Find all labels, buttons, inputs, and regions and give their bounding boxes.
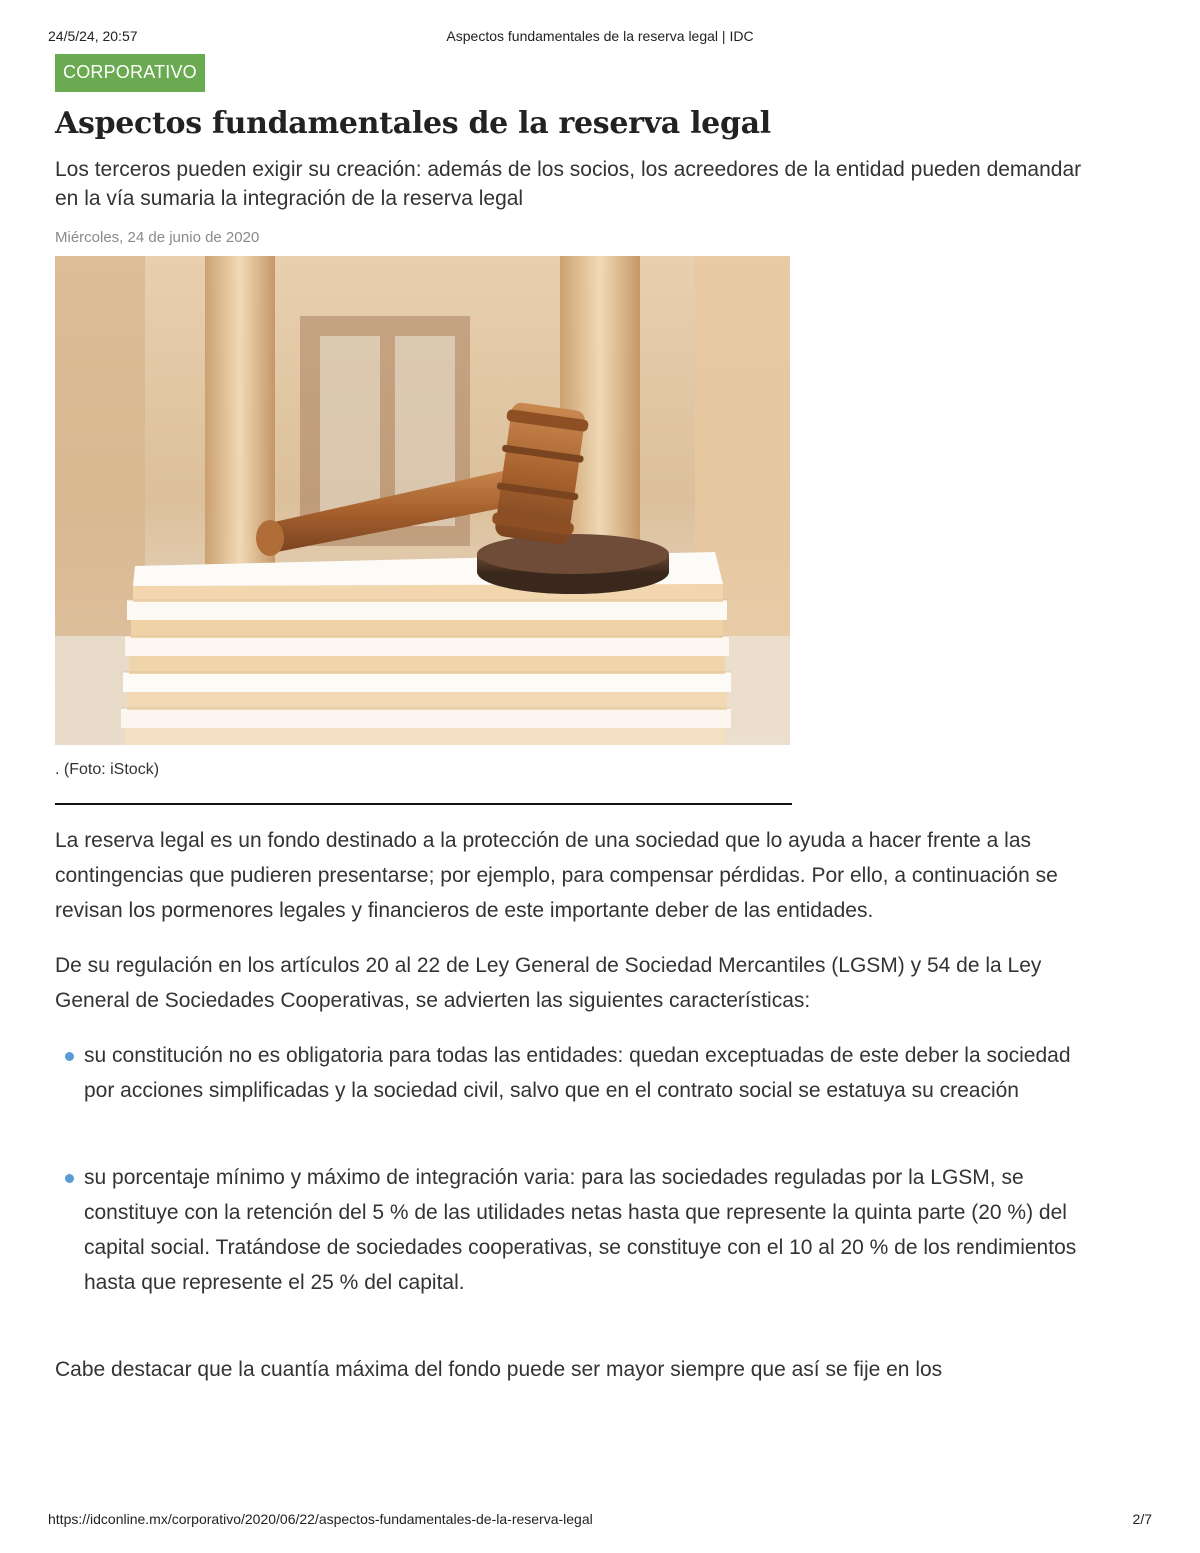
paragraph-fragment: Cabe destacar que la cuantía máxima del fondo puede ser mayor siempre que así se fije en los — [55, 1358, 943, 1381]
photo-caption: . (Foto: iStock) — [55, 761, 160, 778]
bullet-dot-icon — [65, 1052, 74, 1061]
page-url[interactable]: https://idconline.mx/corporativo/2020/06/22/aspectos-fundamentales-de-la-reserva-legal — [48, 1511, 593, 1527]
print-datetime: 24/5/24, 20:57 — [48, 28, 138, 44]
divider — [55, 803, 792, 805]
list-item-text: su porcentaje mínimo y máximo de integración varia: para las sociedades reguladas por la LGSM, se constituye con la retención del 5 % de las utilidades netas hasta que represente la quinta parte (20 %) del capital social. Tratándose de sociedades cooperativas, se constituye con el 10 al 20 % de los rendimientos hasta que represente el 25 % del capital. — [84, 1166, 1077, 1294]
print-doc-title: Aspectos fundamentales de la reserva legal | IDC — [446, 28, 754, 44]
article-body — [55, 823, 1105, 1387]
paragraph: La reserva legal es un fondo destinado a la protección de una sociedad que lo ayuda a hacer frente a las contingencias que pudieren presentarse; por ejemplo, para compensar pérdidas. Por ello, a continuación se revisan los pormenores legales y financieros de este importante deber de las entidades. — [55, 829, 1058, 922]
print-header — [48, 28, 1152, 48]
print-footer — [48, 1511, 1152, 1531]
category-badge[interactable]: CORPORATIVO — [55, 54, 205, 92]
article-title: Aspectos fundamentales de la reserva legal — [55, 106, 771, 141]
characteristics-list — [55, 1038, 1105, 1300]
page-number: 2/7 — [1132, 1511, 1152, 1527]
bullet-dot-icon — [65, 1174, 74, 1183]
list-item-text: su constitución no es obligatoria para todas las entidades: quedan exceptuadas de este deber la sociedad por acciones simplificadas y la sociedad civil, salvo que en el contrato social se estatuya su creación — [84, 1044, 1071, 1102]
list-item — [55, 1038, 1105, 1108]
publish-date: Miércoles, 24 de junio de 2020 — [55, 229, 260, 246]
paragraph: De su regulación en los artículos 20 al 22 de Ley General de Sociedad Mercantiles (LGSM) y 54 de la Ley General de Sociedades Cooperativas, se advierten las siguientes características: — [55, 954, 1042, 1012]
article-subtitle: Los terceros pueden exigir su creación: además de los socios, los acreedores de la entidad pueden demandar en la vía sumaria la integración de la reserva legal — [55, 158, 1082, 210]
list-item — [55, 1160, 1105, 1300]
article — [55, 54, 1115, 1407]
gavel-on-documents-illustration — [55, 256, 790, 745]
article-photo — [55, 256, 790, 745]
